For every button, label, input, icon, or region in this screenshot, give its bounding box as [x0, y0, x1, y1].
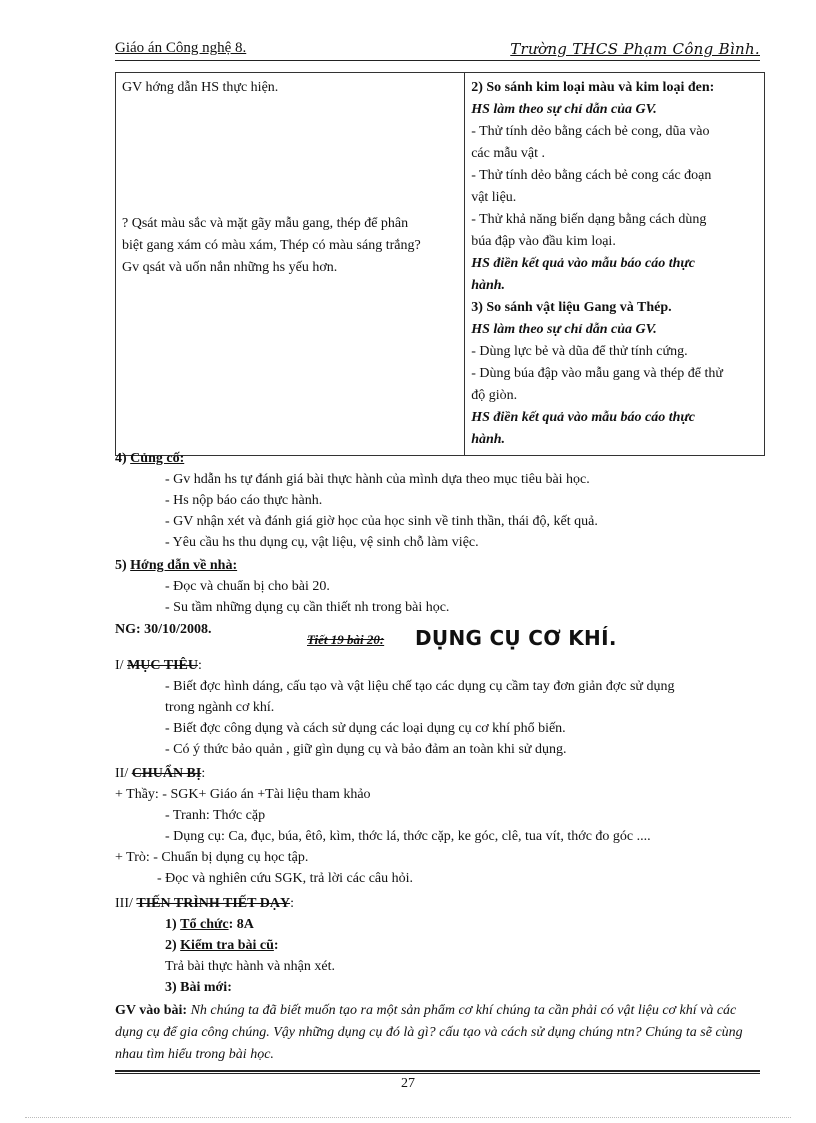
- header-school: Trường THCS Phạm Công Bình.: [510, 40, 760, 58]
- tien-trinh-colon: :: [290, 896, 294, 911]
- step2-item: - Thử tính dẻo bằng cách bẻ cong các đoạn: [471, 168, 712, 183]
- step-organization: [115, 914, 765, 935]
- muc-tieu-title: MỤC TIÊU: [127, 658, 198, 673]
- muc-tieu-section: [115, 655, 765, 760]
- lesson-intro: [115, 1000, 765, 1066]
- step2-item: - Thử khả năng biến dạng bằng cách dùng: [471, 212, 707, 227]
- list-item: - Gv hdẫn hs tự đánh giá bài thực hành của mình dựa theo mục tiêu bài học.: [165, 472, 590, 487]
- step2-item: búa đập vào đầu kim loại.: [471, 234, 616, 249]
- lesson-title: DỤNG CỤ CƠ KHÍ.: [415, 626, 617, 650]
- cung-co-heading: [115, 448, 598, 469]
- step3-item: - Dùng búa đập vào mẫu gang và thép để thử: [471, 366, 723, 381]
- step2-result-cont: hành.: [471, 278, 506, 293]
- review-text: Trả bài thực hành và nhận xét.: [165, 959, 335, 974]
- step2-sub: HS làm theo sự chỉ dẫn của GV.: [471, 102, 657, 117]
- teacher-question-2: biệt gang xám có màu xám, Thép có màu sáng trắng?: [122, 238, 421, 253]
- lesson-number: Tiết 19 bài 20:: [307, 632, 385, 647]
- teacher-prep: + Thầy: - SGK+ Giáo án +Tài liệu tham khảo: [115, 787, 371, 802]
- teacher-note: Gv qsát và uốn nắn những hs yếu hơn.: [122, 260, 338, 275]
- page-edge-divider: [25, 1117, 791, 1118]
- step1-title: Tổ chức: [180, 917, 229, 932]
- intro-text: Nh chúng ta đã biết muốn tạo ra một sản phẩm cơ khí chúng ta cần phải có vật liệu cơ khí và các dụng cụ để gia công chúng. Vậy những dụng cụ đó là gì? cấu tạo và cách sử dụng chúng ntn? Chúng ta sẽ cùng nhau tìm hiểu trong bài học.: [115, 1003, 743, 1062]
- intro-label: GV vào bài:: [115, 1003, 188, 1018]
- step3-heading: 3) So sánh vật liệu Gang và Thép.: [471, 300, 672, 315]
- page-header: [115, 38, 760, 61]
- tien-trinh-num: III/: [115, 896, 133, 911]
- step3-result-cont: hành.: [471, 432, 506, 447]
- activity-table: [115, 72, 765, 456]
- table-row: [116, 73, 765, 456]
- step2-num: 2): [165, 938, 177, 953]
- cung-co-section: [115, 448, 598, 553]
- list-item: - Su tầm những dụng cụ cần thiết nh trong bài học.: [165, 600, 450, 615]
- list-item: - Yêu cầu hs thu dụng cụ, vật liệu, vệ sinh chỗ làm việc.: [165, 535, 479, 550]
- lesson-title-line: [115, 620, 765, 654]
- chuan-bi-heading: [115, 763, 765, 784]
- list-item: - Hs nộp báo cáo thực hành.: [165, 493, 323, 508]
- step2-heading: 2) So sánh kim loại màu và kim loại đen:: [471, 80, 715, 95]
- teacher-instruction: GV hớng dẫn HS thực hiện.: [122, 80, 279, 95]
- step2-result: HS điền kết quả vào mẫu báo cáo thực: [471, 256, 696, 271]
- list-item: - Biết đợc hình dáng, cấu tạo và vật liệu chế tạo các dụng cụ cầm tay đơn giản đợc sử dụng: [165, 679, 675, 694]
- step2-title: Kiểm tra bài cũ: [180, 938, 274, 953]
- list-item: - GV nhận xét và đánh giá giờ học của học sinh về tinh thần, thái độ, kết quả.: [165, 514, 598, 529]
- cung-co-title: Củng cố:: [130, 451, 185, 466]
- list-item: - Có ý thức bảo quản , giữ gìn dụng cụ và bảo đảm an toàn khi sử dụng.: [165, 742, 567, 757]
- list-item: - Đọc và nghiên cứu SGK, trả lời các câu hỏi.: [157, 871, 414, 886]
- student-prep: + Trò: - Chuẩn bị dụng cụ học tập.: [115, 850, 309, 865]
- student-column: [465, 73, 765, 456]
- chuan-bi-num: II/: [115, 766, 129, 781]
- list-item: - Biết đợc công dụng và cách sử dụng các loại dụng cụ cơ khí phổ biến.: [165, 721, 566, 736]
- huong-dan-num: 5): [115, 558, 127, 573]
- footer-rule-thin: [115, 1073, 760, 1074]
- tien-trinh-title: TIẾN TRÌNH TIẾT DẠY: [136, 896, 291, 911]
- step3-result: HS điền kết quả vào mẫu báo cáo thực: [471, 410, 696, 425]
- muc-tieu-colon: :: [197, 658, 202, 673]
- huong-dan-section: [115, 555, 449, 618]
- tien-trinh-section: [115, 893, 765, 998]
- huong-dan-title: Hớng dẫn về nhà:: [130, 558, 238, 573]
- tien-trinh-heading: [115, 893, 765, 914]
- step2-item: các mẫu vật .: [471, 146, 546, 161]
- step1-class: : 8A: [228, 917, 254, 932]
- cung-co-num: 4): [115, 451, 127, 466]
- muc-tieu-num: I/: [115, 658, 124, 673]
- list-item: - Dụng cụ: Ca, đục, búa, êtô, kìm, thớc lá, thớc cặp, ke góc, clê, tua vít, thớc đo góc ....: [165, 829, 651, 844]
- step3-item: độ giòn.: [471, 388, 518, 403]
- list-item: - Đọc và chuẩn bị cho bài 20.: [165, 579, 330, 594]
- chuan-bi-section: [115, 763, 765, 889]
- step-new-lesson: 3) Bài mới:: [165, 980, 232, 995]
- step3-sub: HS làm theo sự chỉ dẫn của GV.: [471, 322, 657, 337]
- chuan-bi-title: CHUẨN BỊ: [131, 766, 202, 781]
- step3-item: - Dùng lực bẻ và dũa để thử tính cứng.: [471, 344, 688, 359]
- huong-dan-heading: [115, 555, 449, 576]
- list-item: - Tranh: Thớc cặp: [165, 808, 266, 823]
- header-subject: Giáo án Công nghệ 8.: [115, 40, 247, 56]
- step2-item: - Thử tính dẻo bằng cách bẻ cong, dũa vào: [471, 124, 710, 139]
- chuan-bi-colon: :: [201, 766, 206, 781]
- page-number: 27: [401, 1076, 415, 1091]
- lesson-date: NG: 30/10/2008.: [115, 622, 212, 637]
- teacher-question-1: ? Qsát màu sắc và mặt gãy mẫu gang, thép để phân: [122, 216, 409, 231]
- teacher-column: [116, 73, 465, 456]
- list-item: trong ngành cơ khí.: [165, 700, 275, 715]
- footer-rule: [115, 1070, 760, 1072]
- muc-tieu-heading: [115, 655, 765, 676]
- step2-colon: :: [273, 938, 279, 953]
- step1-num: 1): [165, 917, 177, 932]
- step2-item: vật liệu.: [471, 190, 517, 205]
- step-review: [115, 935, 765, 956]
